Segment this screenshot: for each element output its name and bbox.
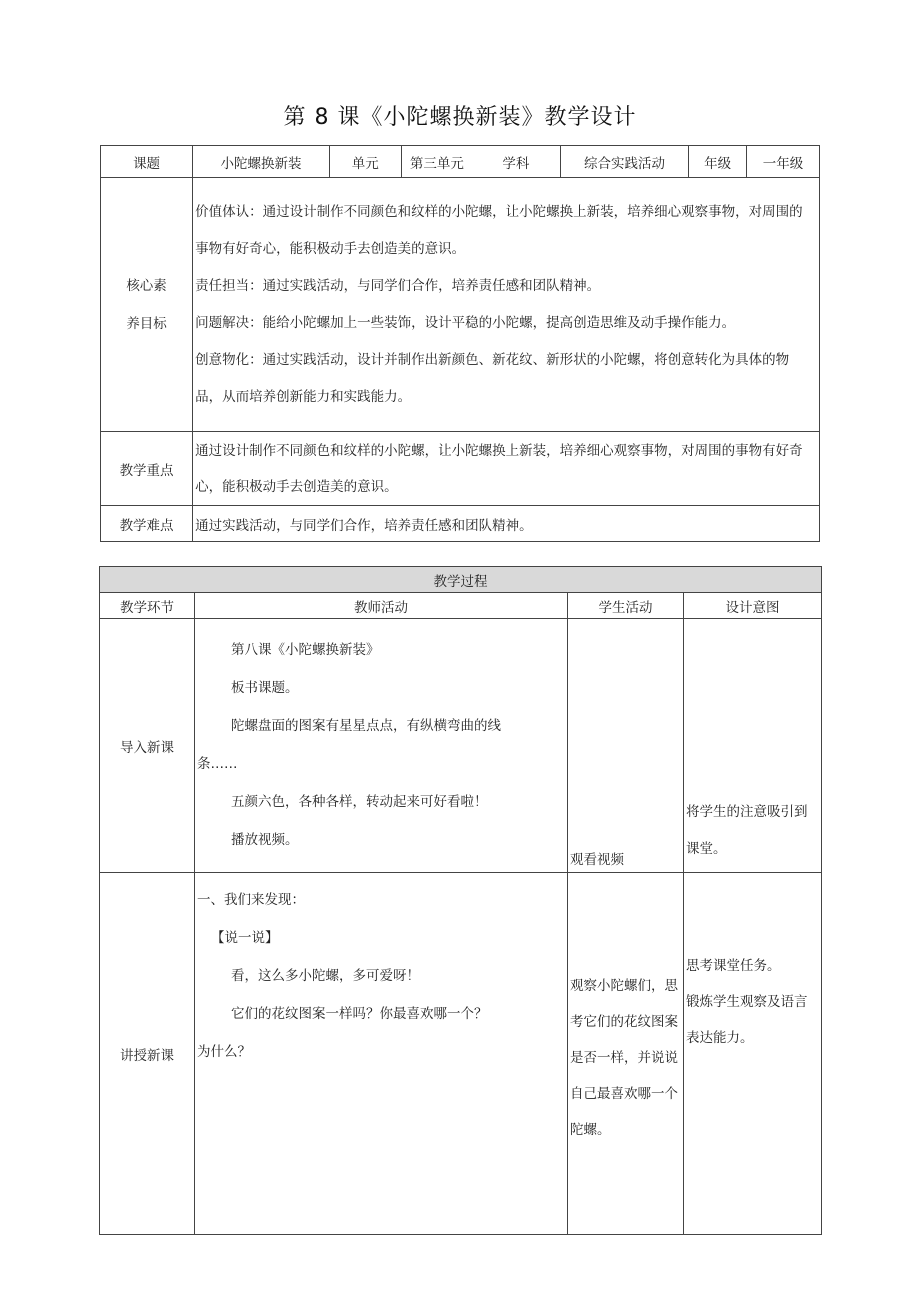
core-label <box>101 178 193 432</box>
subject-label: 学科 <box>472 146 560 178</box>
stage-cell: 导入新课 <box>100 619 195 873</box>
core-item: 创意物化：通过实践活动，设计并制作出新颜色、新花纹、新形状的小陀螺，将创意转化为具体的物品，从而培养创新能力和实践能力。 <box>195 351 790 405</box>
teacher-line: 一、我们来发现： <box>197 892 305 908</box>
teacher-line: 条…… <box>197 756 238 772</box>
unit-label: 单元 <box>329 146 401 178</box>
stage-cell: 讲授新课 <box>100 873 195 1235</box>
info-table <box>100 145 820 542</box>
header-stage: 教学环节 <box>100 593 195 619</box>
teacher-line: 为什么？ <box>197 1044 251 1060</box>
teacher-cell <box>195 619 568 873</box>
topic-value: 小陀螺换新装 <box>193 146 330 178</box>
teacher-line: 播放视频。 <box>231 832 299 848</box>
teacher-line: 它们的花纹图案一样吗？你最喜欢哪一个？ <box>231 1006 488 1022</box>
core-item: 责任担当：通过实践活动，与同学们合作，培养责任感和团队精神。 <box>195 277 601 294</box>
teacher-line: 【说一说】 <box>211 930 279 946</box>
teacher-line: 陀螺盘面的图案有星星点点，有纵横弯曲的线 <box>231 718 501 734</box>
core-text <box>193 178 820 432</box>
grade-label: 年级 <box>689 146 747 178</box>
teacher-line: 第八课《小陀螺换新装》 <box>231 642 380 658</box>
teacher-line: 板书课题。 <box>231 680 299 696</box>
core-label-line2: 养目标 <box>126 315 167 332</box>
intent-cell: 将学生的注意吸引到课堂。 <box>684 619 822 873</box>
teacher-line: 看，这么多小陀螺，多可爱呀！ <box>231 968 420 984</box>
difficulty-label: 教学难点 <box>101 506 193 542</box>
header-student: 学生活动 <box>568 593 684 619</box>
unit-value: 第三单元 <box>401 146 472 178</box>
topic-label: 课题 <box>101 146 193 178</box>
table-row <box>100 873 822 1235</box>
intent-line: 锻炼学生观察及语言表达能力。 <box>686 994 808 1046</box>
grade-value: 一年级 <box>747 146 820 178</box>
teacher-cell <box>195 873 568 1235</box>
process-title: 教学过程 <box>100 567 822 593</box>
header-teacher: 教师活动 <box>195 593 568 619</box>
intent-line: 思考课堂任务。 <box>686 958 781 974</box>
teacher-line: 五颜六色，各种各样，转动起来可好看啦！ <box>231 794 488 810</box>
student-cell: 观察小陀螺们，思考它们的花纹图案是否一样，并说说自己最喜欢哪一个陀螺。 <box>568 873 684 1235</box>
header-intent: 设计意图 <box>684 593 822 619</box>
page-title: 第 8 课《小陀螺换新装》教学设计 <box>283 105 637 130</box>
student-cell: 观看视频 <box>568 619 684 873</box>
core-item: 问题解决：能给小陀螺加上一些装饰，设计平稳的小陀螺，提高创造思维及动手操作能力。 <box>195 314 736 331</box>
difficulty-text: 通过实践活动，与同学们合作，培养责任感和团队精神。 <box>193 506 820 542</box>
key-point-text: 通过设计制作不同颜色和纹样的小陀螺，让小陀螺换上新装，培养细心观察事物，对周围的事物有好奇心，能积极动手去创造美的意识。 <box>193 432 820 506</box>
intent-cell <box>684 873 822 1235</box>
core-label-line1: 核心素 <box>126 277 167 294</box>
key-point-label: 教学重点 <box>101 432 193 506</box>
subject-value: 综合实践活动 <box>560 146 689 178</box>
table-row <box>100 619 822 873</box>
process-table <box>99 566 822 1235</box>
core-item: 价值体认：通过设计制作不同颜色和纹样的小陀螺，让小陀螺换上新装，培养细心观察事物，对周围的事物有好奇心，能积极动手去创造美的意识。 <box>195 203 803 257</box>
